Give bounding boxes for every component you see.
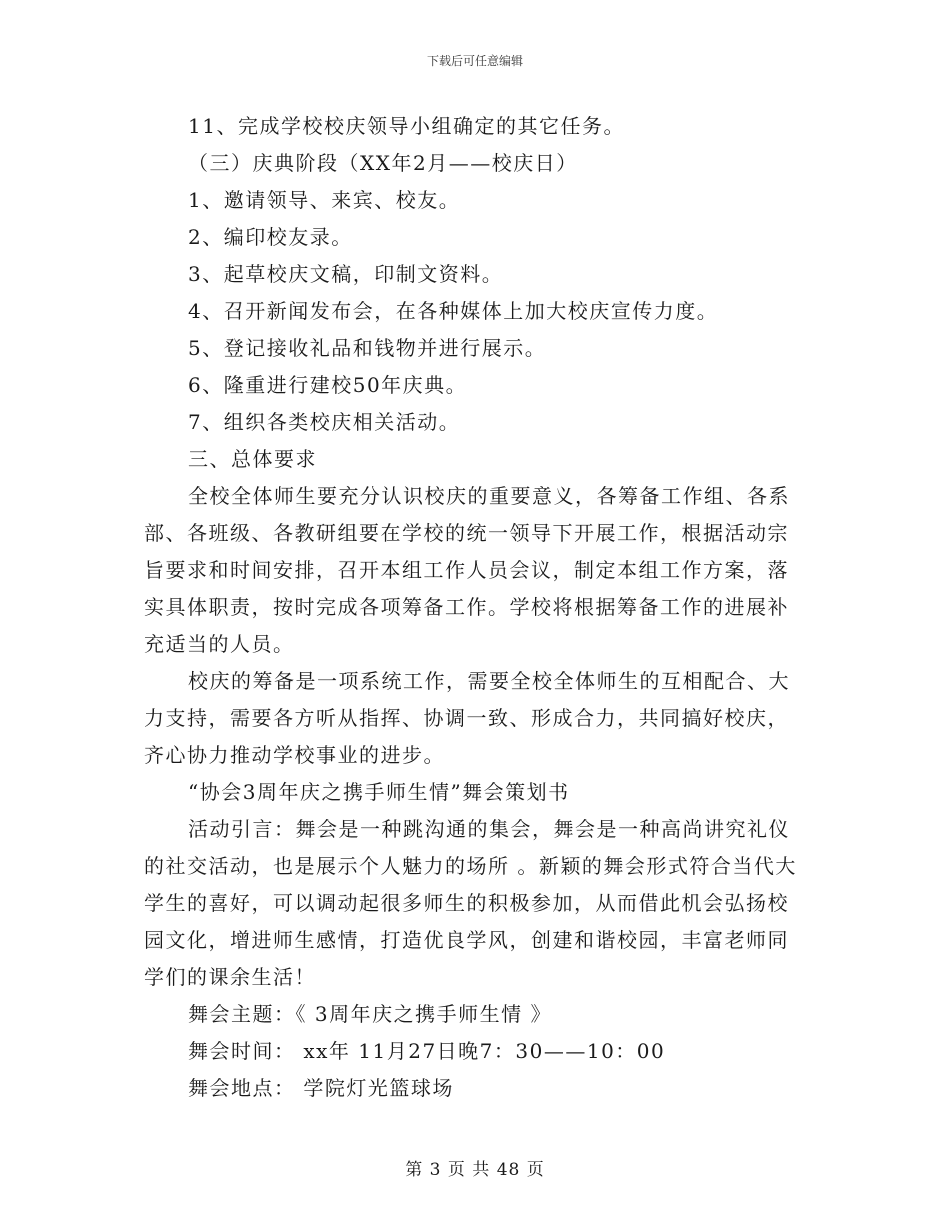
document-title: “协会3周年庆之携手师生情”舞会策划书 xyxy=(188,780,570,804)
paragraph-line: 旨要求和时间安排，召开本组工作人员会议，制定本组工作方案，落 xyxy=(144,558,789,582)
dance-time: 舞会时间： xx年 11月27日晚7：30——10：00 xyxy=(188,1039,666,1063)
page-header: 下载后可任意编辑 xyxy=(426,54,523,68)
paragraph-line: 活动引言：舞会是一种跳沟通的集会，舞会是一种高尚讲究礼仪 xyxy=(188,817,790,841)
paragraph-line: 全校全体师生要充分认识校庆的重要意义，各筹备工作组、各系 xyxy=(188,484,790,508)
list-item: 4、召开新闻发布会，在各种媒体上加大校庆宣传力度。 xyxy=(188,299,719,323)
page-body xyxy=(144,108,804,1107)
section-heading: （三）庆典阶段（XX年2月——校庆日） xyxy=(188,151,578,175)
list-item: 2、编印校友录。 xyxy=(188,225,353,249)
paragraph-line: 力支持，需要各方听从指挥、协调一致、形成合力，共同搞好校庆， xyxy=(144,706,789,730)
section-heading: 三、总体要求 xyxy=(188,447,317,471)
paragraph-line: 学们的课余生活！ xyxy=(144,965,316,989)
paragraph-line: 的社交活动，也是展示个人魅力的场所 。新颖的舞会形式符合当代大 xyxy=(144,854,797,878)
dance-theme: 舞会主题：《 3周年庆之携手师生情 》 xyxy=(188,1002,552,1026)
paragraph-line: 部、各班级、各教研组要在学校的统一领导下开展工作，根据活动宗 xyxy=(144,521,789,545)
paragraph-line: 充适当的人员。 xyxy=(144,632,295,656)
list-item: 11、完成学校校庆领导小组确定的其它任务。 xyxy=(188,114,625,138)
dance-location: 舞会地点： 学院灯光篮球场 xyxy=(188,1076,454,1100)
list-item: 1、邀请领导、来宾、校友。 xyxy=(188,188,461,212)
list-item: 5、登记接收礼品和钱物并进行展示。 xyxy=(188,336,547,360)
paragraph-line: 校庆的筹备是一项系统工作，需要全校全体师生的互相配合、大 xyxy=(188,669,790,693)
list-item: 7、组织各类校庆相关活动。 xyxy=(188,410,461,434)
list-item: 6、隆重进行建校50年庆典。 xyxy=(188,373,468,397)
page-number: 第 3 页 共 48 页 xyxy=(405,1160,545,1180)
paragraph-line: 实具体职责，按时完成各项筹备工作。学校将根据筹备工作的进展补 xyxy=(144,595,789,619)
paragraph-line: 园文化，增进师生感情，打造优良学风，创建和谐校园，丰富老师同 xyxy=(144,928,789,952)
paragraph-line: 学生的喜好，可以调动起很多师生的积极参加，从而借此机会弘扬校 xyxy=(144,891,789,915)
paragraph-line: 齐心协力推动学校事业的进步。 xyxy=(144,743,445,767)
list-item: 3、起草校庆文稿，印制文资料。 xyxy=(188,262,504,286)
